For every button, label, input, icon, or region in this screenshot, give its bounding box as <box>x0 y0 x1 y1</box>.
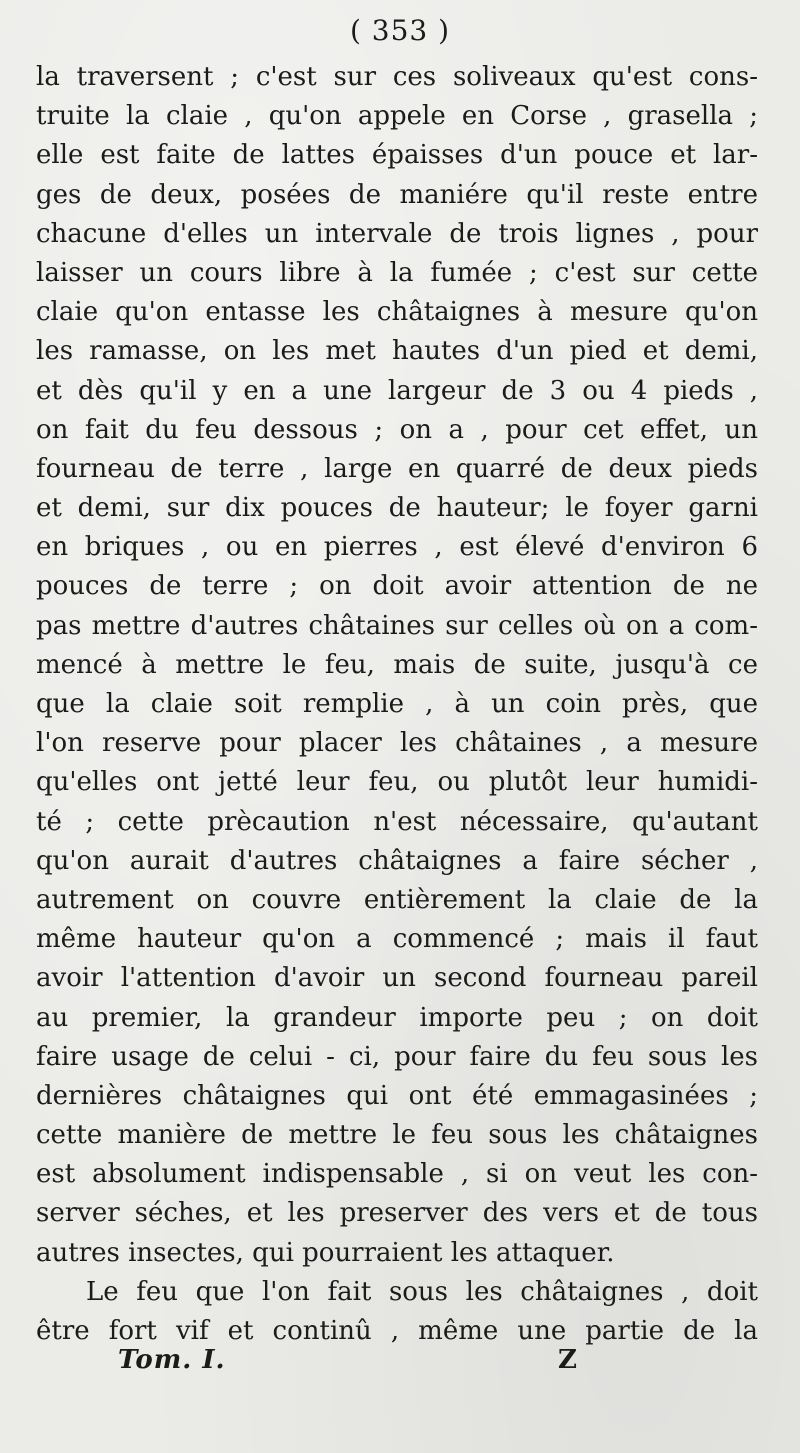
body-text <box>36 58 758 1351</box>
text-line: pas mettre d'autres châtaines sur celles où on a com- <box>36 610 758 641</box>
text-line: et dès qu'il y en a une largeur de 3 ou 4 pieds , <box>36 375 758 406</box>
volume-mark: Tom. I. <box>118 1345 226 1375</box>
signature-mark: Z <box>558 1345 577 1375</box>
text-line: on fait du feu dessous ; on a , pour cet effet, un <box>36 414 758 445</box>
page-footer <box>0 1345 800 1385</box>
text-line: et demi, sur dix pouces de hauteur; le foyer garni <box>36 493 758 524</box>
text-line: chacune d'elles un intervale de trois lignes , pour <box>36 218 758 249</box>
text-line: qu'elles ont jetté leur feu, ou plutôt leur humidi- <box>36 767 758 798</box>
text-line: même hauteur qu'on a commencé ; mais il faut <box>36 924 758 955</box>
text-line: té ; cette prècaution n'est nécessaire, qu'autant <box>36 806 758 837</box>
text-line: au premier, la grandeur importe peu ; on doit <box>36 1002 758 1033</box>
text-line: les ramasse, on les met hautes d'un pied et demi, <box>36 336 758 367</box>
text-line: est absolument indispensable , si on veut les con- <box>36 1159 758 1190</box>
text-line: autrement on couvre entièrement la claie de la <box>36 884 758 915</box>
text-line: autres insectes, qui pourraient les attaquer. <box>36 1237 615 1268</box>
text-line: qu'on aurait d'autres châtaignes a faire sécher , <box>36 845 758 876</box>
paragraph-start-line: Le feu que l'on fait sous les châtaignes , doit <box>86 1276 758 1307</box>
text-line: ges de deux, posées de maniére qu'il reste entre <box>36 179 758 210</box>
text-line: que la claie soit remplie , à un coin près, que <box>36 689 758 719</box>
text-line: laisser un cours libre à la fumée ; c'est sur cette <box>36 257 758 288</box>
text-line: faire usage de celui - ci, pour faire du feu sous les <box>36 1041 758 1072</box>
text-line: l'on reserve pour placer les châtaines , a mesure <box>36 728 758 759</box>
text-line: fourneau de terre , large en quarré de deux pieds <box>36 453 758 484</box>
text-line: la traversent ; c'est sur ces soliveaux qu'est cons- <box>36 62 758 92</box>
text-line: elle est faite de lattes épaisses d'un pouce et lar- <box>36 140 758 171</box>
text-line: truite la claie , qu'on appele en Corse , grasella ; <box>36 101 758 132</box>
text-line: mencé à mettre le feu, mais de suite, jusqu'à ce <box>36 649 758 680</box>
text-line: avoir l'attention d'avoir un second fourneau pareil <box>36 963 758 994</box>
text-line: claie qu'on entasse les châtaignes à mesure qu'on <box>36 297 758 328</box>
text-line: en briques , ou en pierres , est élevé d'environ 6 <box>36 532 758 563</box>
text-line: dernières châtaignes qui ont été emmagasinées ; <box>36 1080 758 1111</box>
text-line: pouces de terre ; on doit avoir attention de ne <box>36 571 758 602</box>
page-number: ( 353 ) <box>349 14 451 47</box>
text-line: être fort vif et continû , même une partie de la <box>36 1316 758 1346</box>
text-line: server séches, et les preserver des vers et de tous <box>36 1198 758 1229</box>
text-line: cette manière de mettre le feu sous les châtaignes <box>36 1120 758 1151</box>
